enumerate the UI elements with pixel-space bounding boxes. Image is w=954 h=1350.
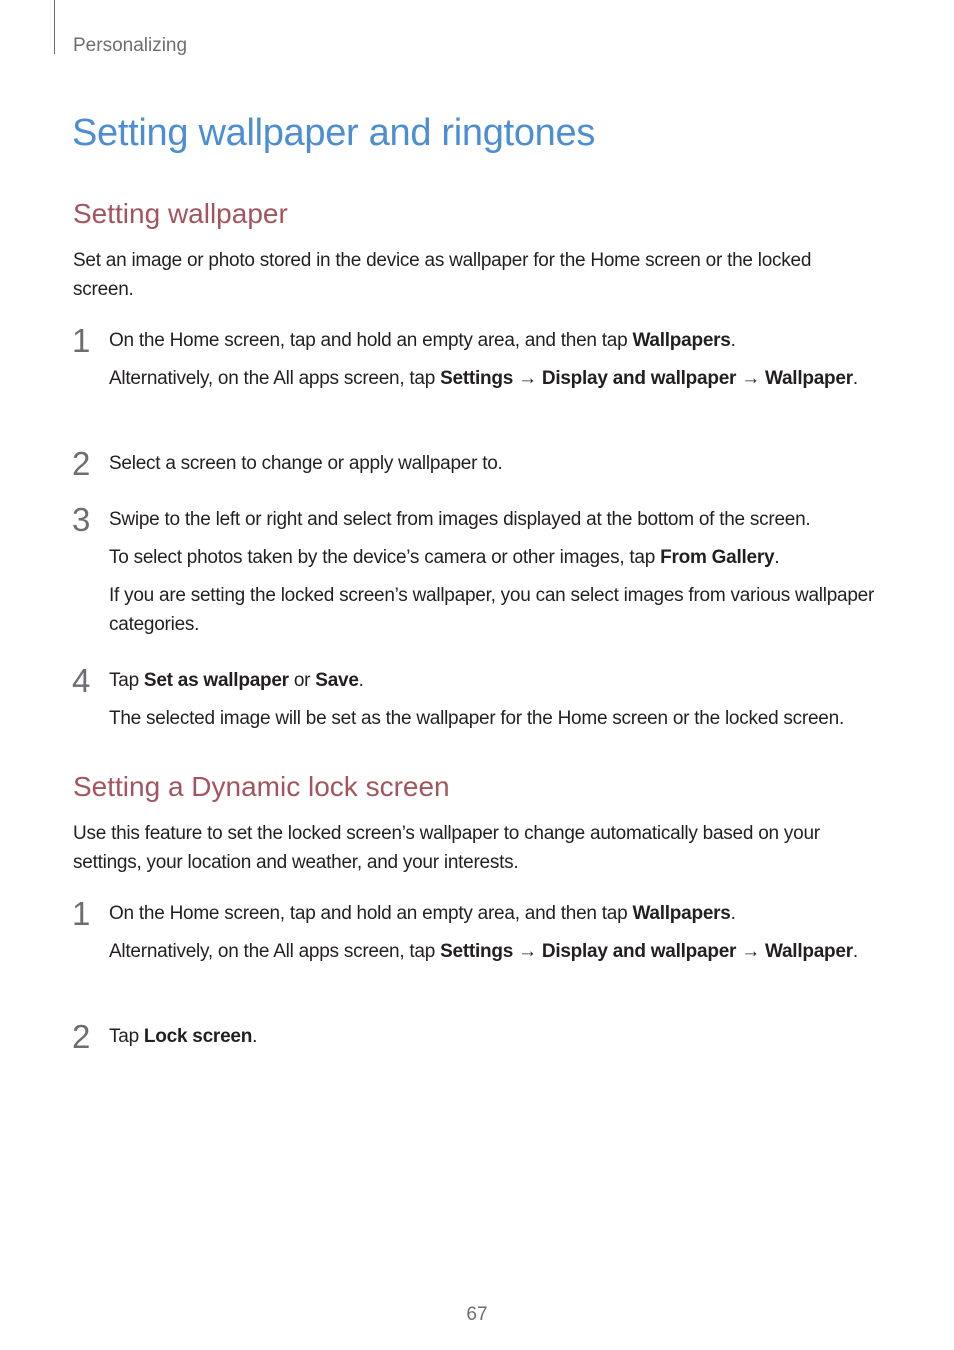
page-title: Setting wallpaper and ringtones: [72, 112, 596, 154]
step-number: 1: [72, 322, 91, 359]
step-text: On the Home screen, tap and hold an empty area, and then tap Wallpapers.: [109, 903, 736, 924]
ui-label: Display and wallpaper: [541, 941, 737, 962]
step-text: Select a screen to change or apply wallpaper to.: [109, 453, 503, 474]
section-title-wallpaper: Setting wallpaper: [73, 198, 288, 229]
header-rule: [54, 0, 55, 54]
ui-label: Save: [315, 670, 359, 691]
section-intro-wallpaper: Set an image or photo stored in the device as wallpaper for the Home screen or the locked screen.: [73, 250, 812, 300]
step-note: The selected image will be set as the wallpaper for the Home screen or the locked screen.: [109, 708, 844, 729]
step-text: Tap Set as wallpaper or Save.: [109, 670, 364, 691]
ui-label: Wallpapers: [632, 903, 731, 924]
step-note: If you are setting the locked screen’s wallpaper, you can select images from various wallpaper categories.: [109, 585, 875, 635]
step-number: 3: [72, 501, 91, 538]
step-text: Tap Lock screen.: [109, 1026, 258, 1047]
step-note: Alternatively, on the All apps screen, tap Settings → Display and wallpaper → Wallpaper.: [109, 368, 858, 389]
step-number: 2: [72, 445, 91, 482]
step-number: 2: [72, 1018, 91, 1055]
ui-label: Display and wallpaper: [541, 368, 737, 389]
ui-label: Lock screen: [143, 1026, 253, 1047]
ui-label: Settings: [440, 941, 514, 962]
step-number: 4: [72, 662, 91, 699]
ui-label: Set as wallpaper: [143, 670, 289, 691]
step-text: Swipe to the left or right and select from images displayed at the bottom of the screen.: [109, 509, 811, 530]
step-text: On the Home screen, tap and hold an empty area, and then tap Wallpapers.: [109, 330, 736, 351]
step-note: Alternatively, on the All apps screen, tap Settings → Display and wallpaper → Wallpaper.: [109, 941, 858, 962]
step-number: 1: [72, 895, 91, 932]
step-note: To select photos taken by the device’s camera or other images, tap From Gallery.: [109, 547, 780, 568]
section-intro-dynamic-lock: Use this feature to set the locked screen’s wallpaper to change automatically based on your settings, your location and weather, and your interests.: [73, 823, 820, 873]
running-header: Personalizing: [73, 35, 188, 56]
ui-label: From Gallery: [660, 547, 775, 568]
section-title-dynamic-lock: Setting a Dynamic lock screen: [73, 771, 450, 802]
ui-label: Wallpaper: [765, 368, 853, 389]
ui-label: Wallpapers: [632, 330, 731, 351]
ui-label: Wallpaper: [765, 941, 853, 962]
page-number: 67: [466, 1304, 488, 1325]
ui-label: Settings: [440, 368, 514, 389]
